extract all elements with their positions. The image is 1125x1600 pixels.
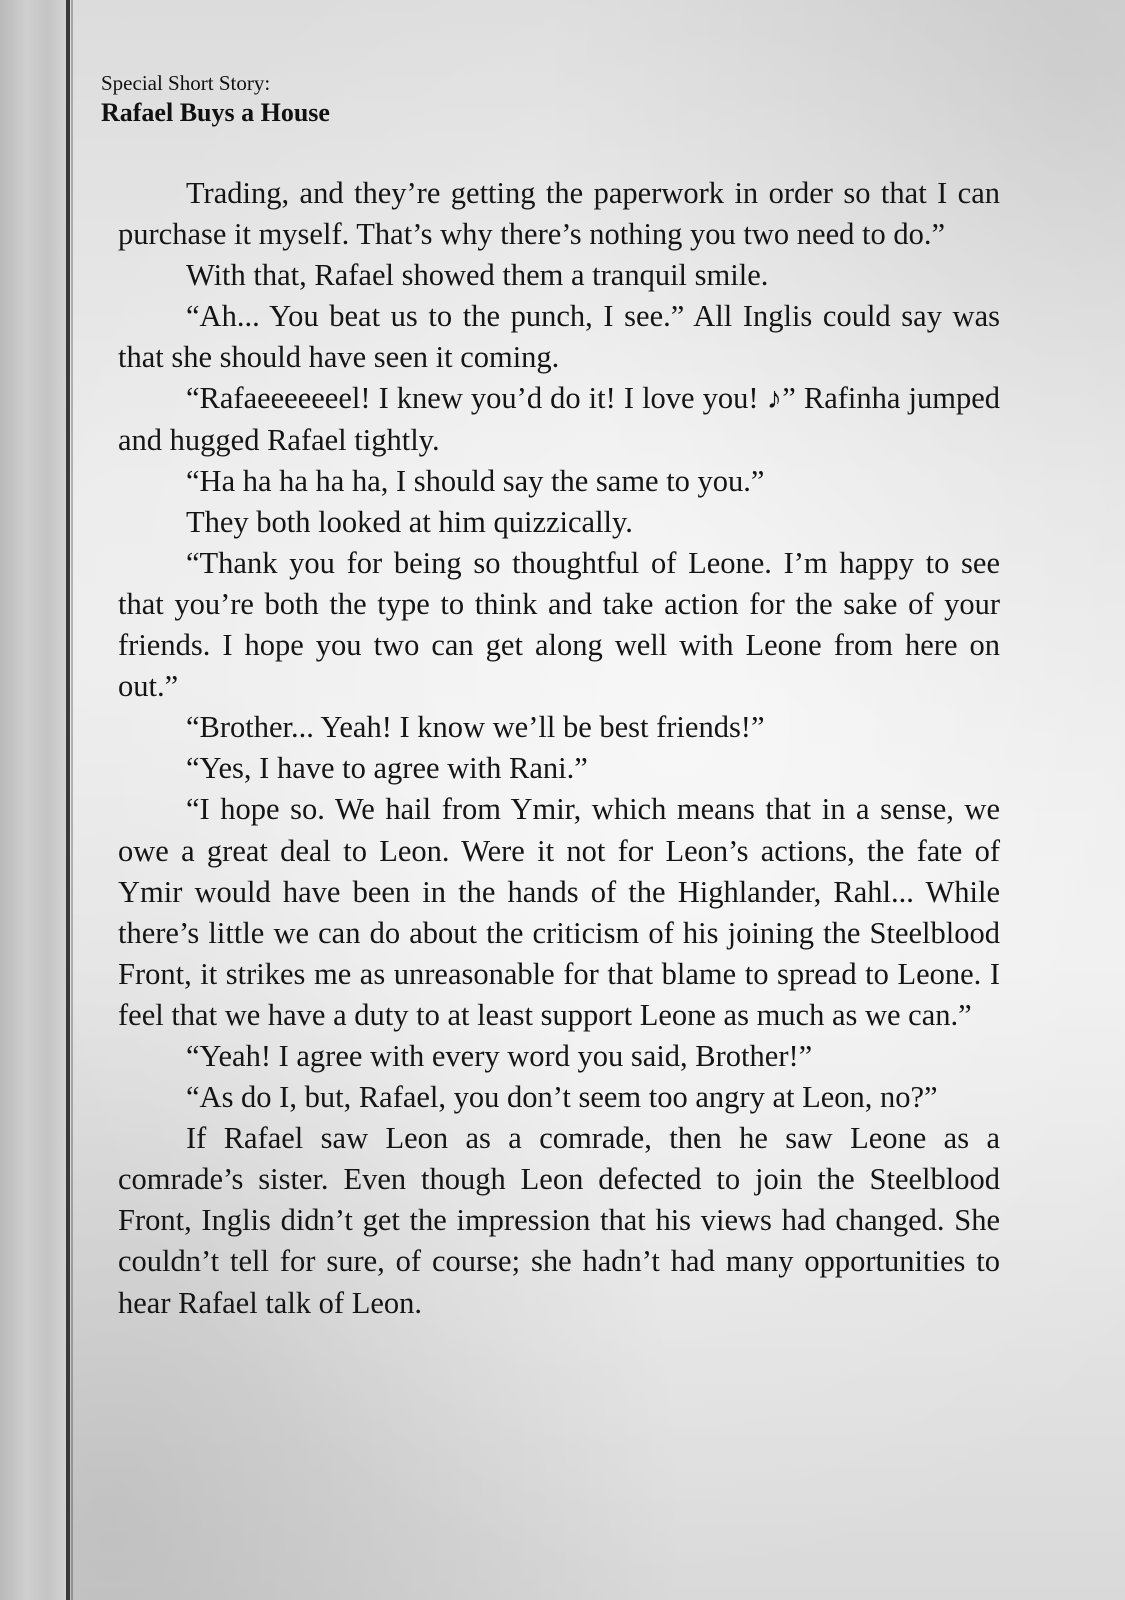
spine-divider	[66, 0, 70, 1600]
paragraph: “Ha ha ha ha ha, I should say the same to you.”	[186, 463, 765, 498]
paragraph: “Thank you for being so thoughtful of Leone. I’m happy to see that you’re both the type to think and take action for the sake of your friends. I hope you two can get along well with Leone from here on out.”	[118, 545, 1000, 704]
story-title: Rafael Buys a House	[101, 98, 330, 127]
spine-shadow	[71, 0, 73, 1600]
paragraph: “Yes, I have to agree with Rani.”	[186, 751, 588, 786]
paragraph: Trading, and they’re getting the paperwork in order so that I can purchase it myself. That’s why there’s nothing you two need to do.”	[118, 176, 1000, 252]
page-spine	[0, 0, 68, 1600]
paragraph: “Yeah! I agree with every word you said, Brother!”	[186, 1038, 813, 1073]
paragraph: “I hope so. We hail from Ymir, which means that in a sense, we owe a great deal to Leon. Were it not for Leon’s actions, the fate of Ymir would have been in the hands of the Highlander, Rahl... While there’s little we can do about the criticism of his joining the Steelblood Front, it strikes me as unreasonable for that blame to spread to Leone. I feel that we have a duty to at least support Leone as much as we can.”	[118, 792, 1000, 1032]
paragraph: “As do I, but, Rafael, you don’t seem too angry at Leon, no?”	[186, 1080, 938, 1115]
page-header	[101, 70, 330, 130]
paragraph: “Rafaeeeeeeel! I knew you’d do it! I love you! ♪” Rafinha jumped and hugged Rafael tightly.	[118, 381, 1000, 457]
story-body	[118, 173, 1000, 1324]
paragraph: If Rafael saw Leon as a comrade, then he saw Leone as a comrade’s sister. Even though Leon defected to join the Steelblood Front, Inglis didn’t get the impression that his views had changed. She couldn’t tell for sure, of course; she hadn’t had many opportunities to hear Rafael talk of Leon.	[118, 1121, 1000, 1320]
paragraph: “Brother... Yeah! I know we’ll be best friends!”	[186, 710, 765, 745]
story-subtitle: Special Short Story:	[101, 71, 271, 95]
paragraph: They both looked at him quizzically.	[186, 504, 633, 539]
paragraph: “Ah... You beat us to the punch, I see.” All Inglis could say was that she should have seen it coming.	[118, 299, 1000, 375]
paragraph: With that, Rafael showed them a tranquil smile.	[186, 258, 769, 293]
